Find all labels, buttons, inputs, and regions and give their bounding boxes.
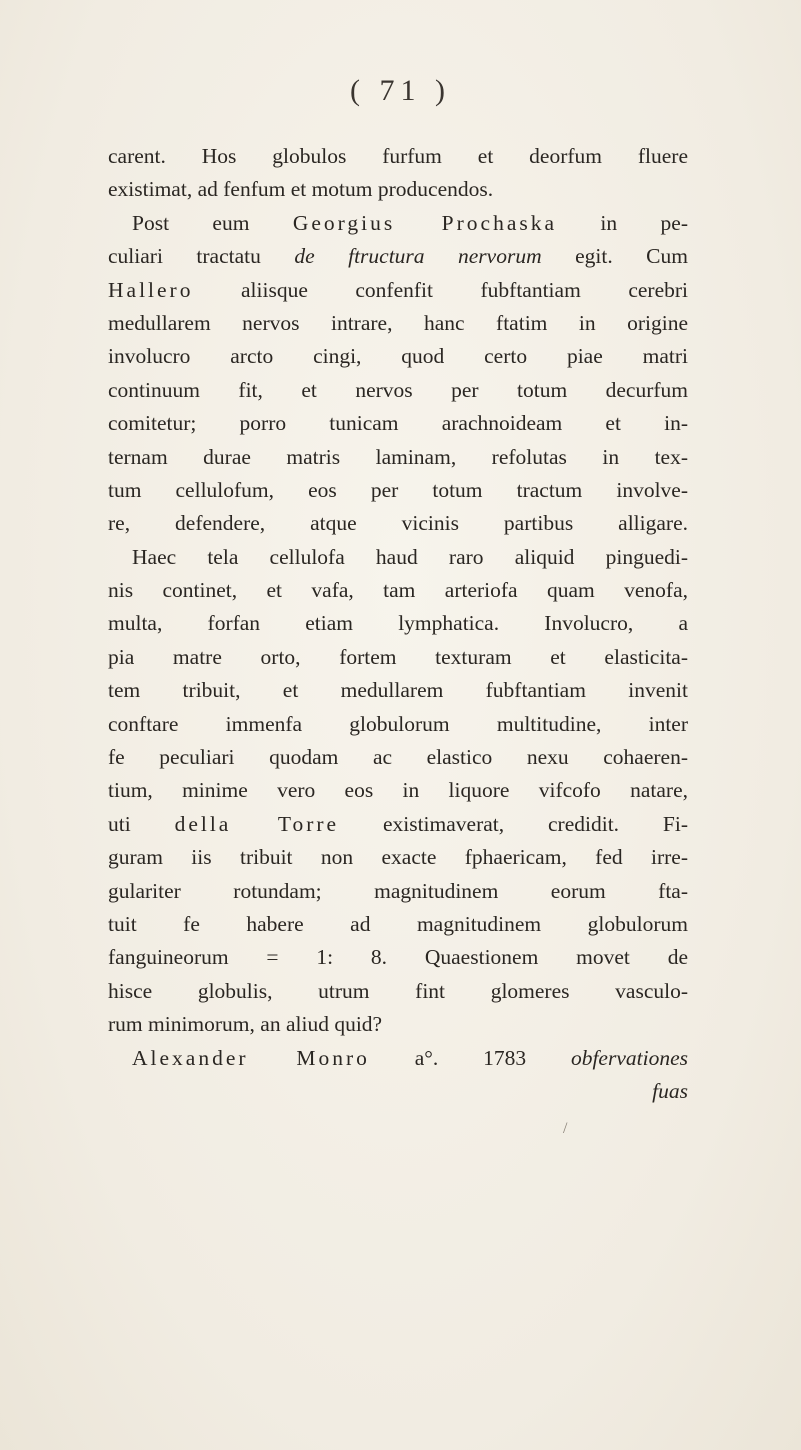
italic-text: fuas	[652, 1078, 688, 1103]
text-line	[108, 307, 688, 340]
spaced-name: Alexander Monro	[132, 1045, 370, 1070]
text-line	[108, 674, 688, 707]
text-run: conftare immenfa globulorum multitudine, inter	[108, 711, 688, 736]
body-text	[108, 140, 688, 1108]
text-line	[108, 441, 688, 474]
text-line	[108, 808, 688, 841]
text-run: egit. Cum	[541, 244, 689, 269]
text-line	[108, 1042, 688, 1075]
text-run: tem tribuit, et medullarem fubftantiam invenit	[108, 678, 688, 703]
text-line	[108, 875, 688, 908]
text-run: fe peculiari quodam ac elastico nexu cohaeren-	[108, 745, 688, 770]
text-run: a°. 1783	[369, 1045, 571, 1070]
text-run: ternam durae matris laminam, refolutas in tex-	[108, 444, 688, 469]
text-line	[108, 741, 688, 774]
text-run: existimaverat, credidit. Fi-	[339, 811, 688, 836]
text-line	[108, 340, 688, 373]
text-run: re, defendere, atque vicinis partibus alligare.	[108, 511, 688, 536]
text-run: rum minimorum, an aliud quid?	[108, 1012, 383, 1037]
text-run: carent. Hos globulos furfum et deorfum fluere	[108, 144, 688, 168]
text-line	[108, 774, 688, 807]
text-line	[108, 1008, 688, 1041]
text-line	[108, 541, 688, 574]
text-run: uti	[108, 811, 175, 836]
text-run: fanguineorum = 1: 8. Quaestionem movet de	[108, 945, 688, 970]
spaced-name: Hallero	[108, 277, 194, 302]
text-run: medullarem nervos intrare, hanc ftatim in origine	[108, 310, 688, 335]
text-run: nis continet, et vafa, tam arteriofa quam venofa,	[108, 578, 688, 603]
text-line	[108, 708, 688, 741]
spaced-name: Georgius Prochaska	[292, 210, 558, 235]
text-run: pia matre orto, fortem texturam et elasticita-	[108, 644, 688, 669]
italic-text: de ftructura nervorum	[294, 244, 542, 269]
text-run: guram iis tribuit non exacte fphaericam, fed irre-	[108, 845, 688, 870]
text-line	[108, 574, 688, 607]
text-run: involucro arcto cingi, quod certo piae matri	[108, 344, 688, 369]
text-run: comitetur; porro tunicam arachnoideam et in-	[108, 411, 688, 436]
text-line	[108, 274, 688, 307]
text-run: tium, minime vero eos in liquore vifcofo natare,	[108, 778, 688, 803]
text-run: Haec tela cellulofa haud raro aliquid pinguedi-	[132, 544, 688, 569]
text-run: aliisque confenfit fubftantiam cerebri	[193, 277, 688, 302]
text-run: tum cellulofum, eos per totum tractum involve-	[108, 477, 688, 502]
text-line	[108, 240, 688, 273]
text-run: tuit fe habere ad magnitudinem globulorum	[108, 911, 688, 936]
text-line	[108, 941, 688, 974]
text-run: existimat, ad fenfum et motum producendos.	[108, 177, 494, 202]
spaced-name: della Torre	[174, 811, 340, 836]
text-run: multa, forfan etiam lymphatica. Involucro, a	[108, 611, 688, 636]
text-run: continuum fit, et nervos per totum decurfum	[108, 377, 688, 402]
text-line	[108, 641, 688, 674]
text-line	[108, 173, 688, 206]
text-run: Post eum	[132, 210, 293, 235]
page-number: ( 71 )	[350, 74, 451, 107]
text-line	[108, 1075, 688, 1108]
text-line	[108, 507, 688, 540]
text-line	[108, 908, 688, 941]
text-line	[108, 841, 688, 874]
text-line	[108, 975, 688, 1008]
text-line	[108, 140, 688, 173]
text-line	[108, 407, 688, 440]
text-run: hisce globulis, utrum fint glomeres vasculo-	[108, 978, 688, 1003]
text-line	[108, 474, 688, 507]
text-run: in pe-	[557, 210, 688, 235]
margin-mark: /	[563, 1120, 568, 1137]
text-line	[108, 374, 688, 407]
text-run: culiari tractatu	[108, 244, 295, 269]
italic-text: obfervationes	[570, 1045, 688, 1070]
text-line	[108, 207, 688, 240]
text-run: gulariter rotundam; magnitudinem eorum fta-	[108, 878, 688, 903]
text-line	[108, 607, 688, 640]
